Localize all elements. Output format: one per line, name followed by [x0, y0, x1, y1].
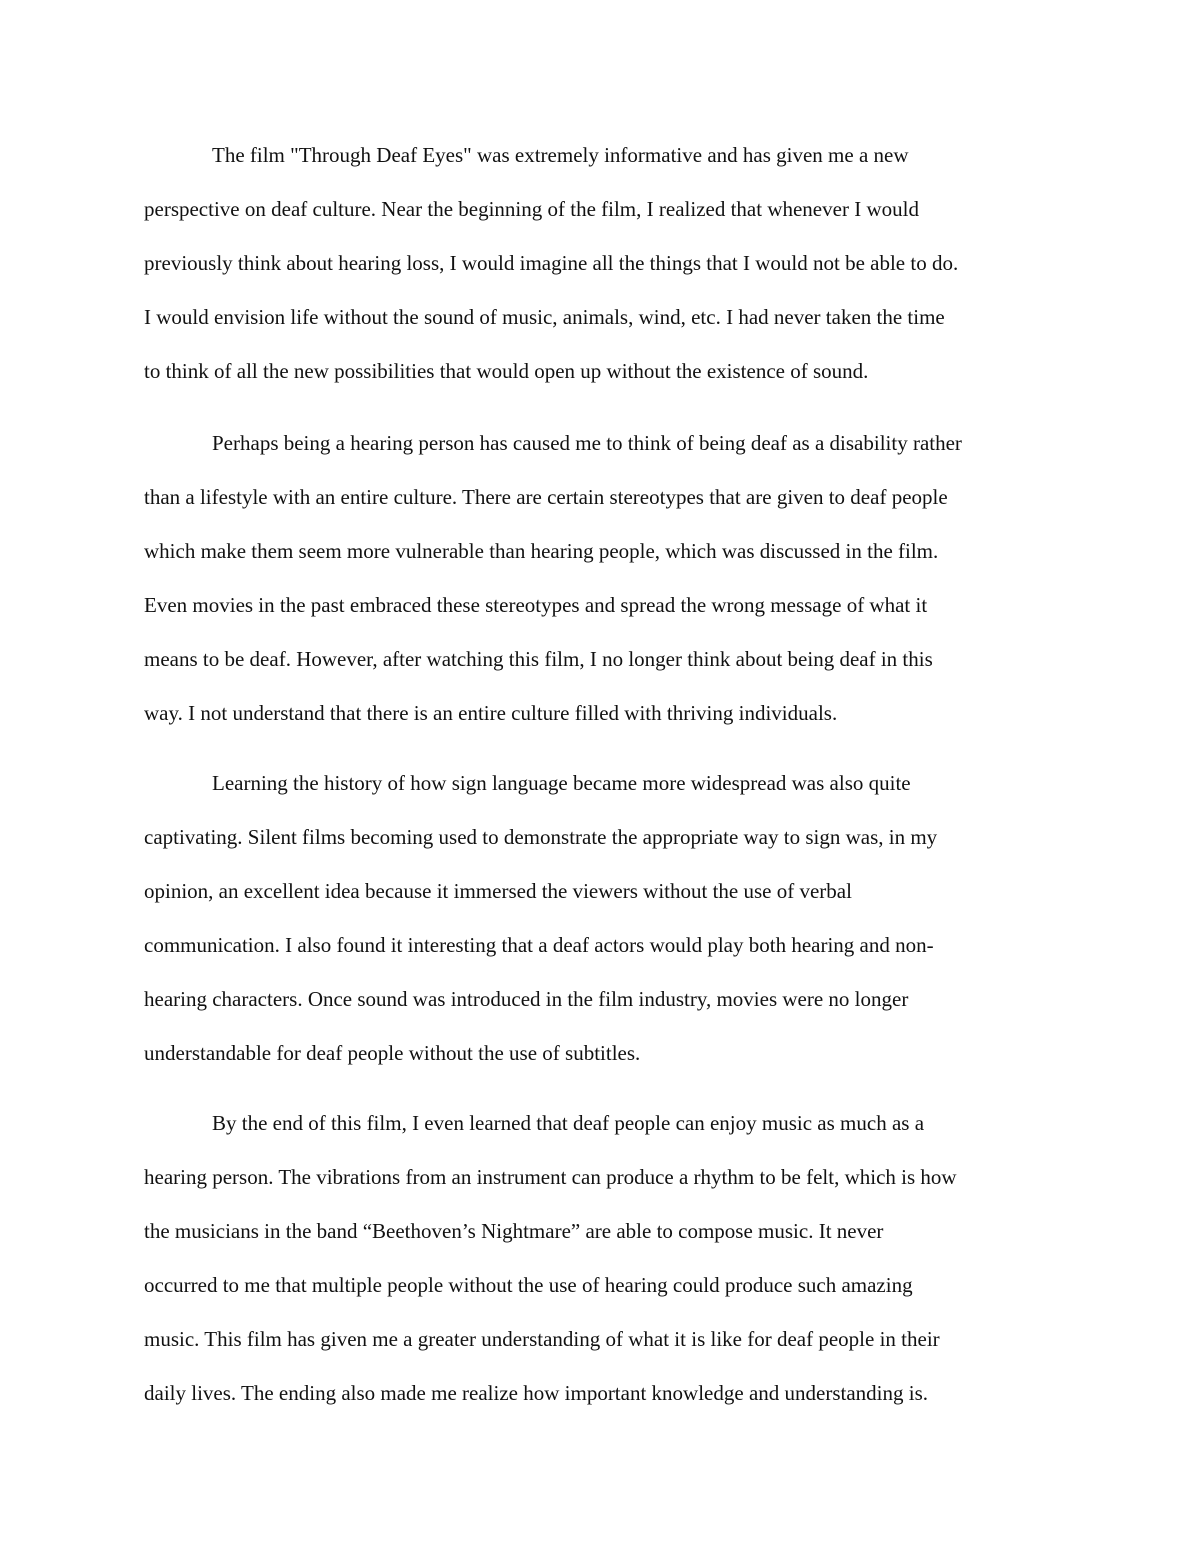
paragraph-1-line-4: I would envision life without the sound of music, animals, wind, etc. I had never taken the time: [144, 305, 945, 329]
paragraph-2-line-2: than a lifestyle with an entire culture. There are certain stereotypes that are given to deaf people: [144, 485, 948, 509]
paragraph-3-line-2: captivating. Silent films becoming used to demonstrate the appropriate way to sign was, in my: [144, 825, 938, 849]
paragraph-4-line-3: the musicians in the band “Beethoven’s Nightmare” are able to compose music. It never: [144, 1219, 884, 1243]
paragraph-3-line-5: hearing characters. Once sound was introduced in the film industry, movies were no longer: [144, 987, 909, 1011]
paragraph-2-line-6: way. I not understand that there is an entire culture filled with thriving individuals.: [144, 701, 838, 725]
paragraph-4-line-2: hearing person. The vibrations from an instrument can produce a rhythm to be felt, which is how: [144, 1165, 957, 1189]
paragraph-2-line-3: which make them seem more vulnerable than hearing people, which was discussed in the film.: [144, 539, 939, 563]
paragraph-3-line-6: understandable for deaf people without the use of subtitles.: [144, 1041, 641, 1065]
paragraph-1-line-1: The film "Through Deaf Eyes" was extremely informative and has given me a new: [212, 143, 909, 167]
paragraph-4-line-1: By the end of this film, I even learned that deaf people can enjoy music as much as a: [212, 1111, 925, 1135]
paragraph-4-line-5: music. This film has given me a greater understanding of what it is like for deaf people in their: [144, 1327, 940, 1351]
paragraph-2-line-5: means to be deaf. However, after watching this film, I no longer think about being deaf in this: [144, 647, 933, 671]
paragraph-1-line-3: previously think about hearing loss, I would imagine all the things that I would not be able to do.: [144, 251, 959, 275]
paragraph-2-line-4: Even movies in the past embraced these stereotypes and spread the wrong message of what it: [144, 593, 928, 617]
paragraph-1-line-2: perspective on deaf culture. Near the beginning of the film, I realized that whenever I would: [144, 197, 919, 221]
paragraph-4-line-4: occurred to me that multiple people without the use of hearing could produce such amazing: [144, 1273, 913, 1297]
paragraph-2-line-1: Perhaps being a hearing person has caused me to think of being deaf as a disability rather: [212, 431, 962, 455]
paragraph-4-line-6: daily lives. The ending also made me realize how important knowledge and understanding is.: [144, 1381, 928, 1405]
paragraph-3-line-3: opinion, an excellent idea because it immersed the viewers without the use of verbal: [144, 879, 852, 903]
paragraph-3-line-4: communication. I also found it interesting that a deaf actors would play both hearing and non-: [144, 933, 934, 957]
paragraph-3-line-1: Learning the history of how sign language became more widespread was also quite: [212, 771, 911, 795]
paragraph-1-line-5: to think of all the new possibilities that would open up without the existence of sound.: [144, 359, 869, 383]
